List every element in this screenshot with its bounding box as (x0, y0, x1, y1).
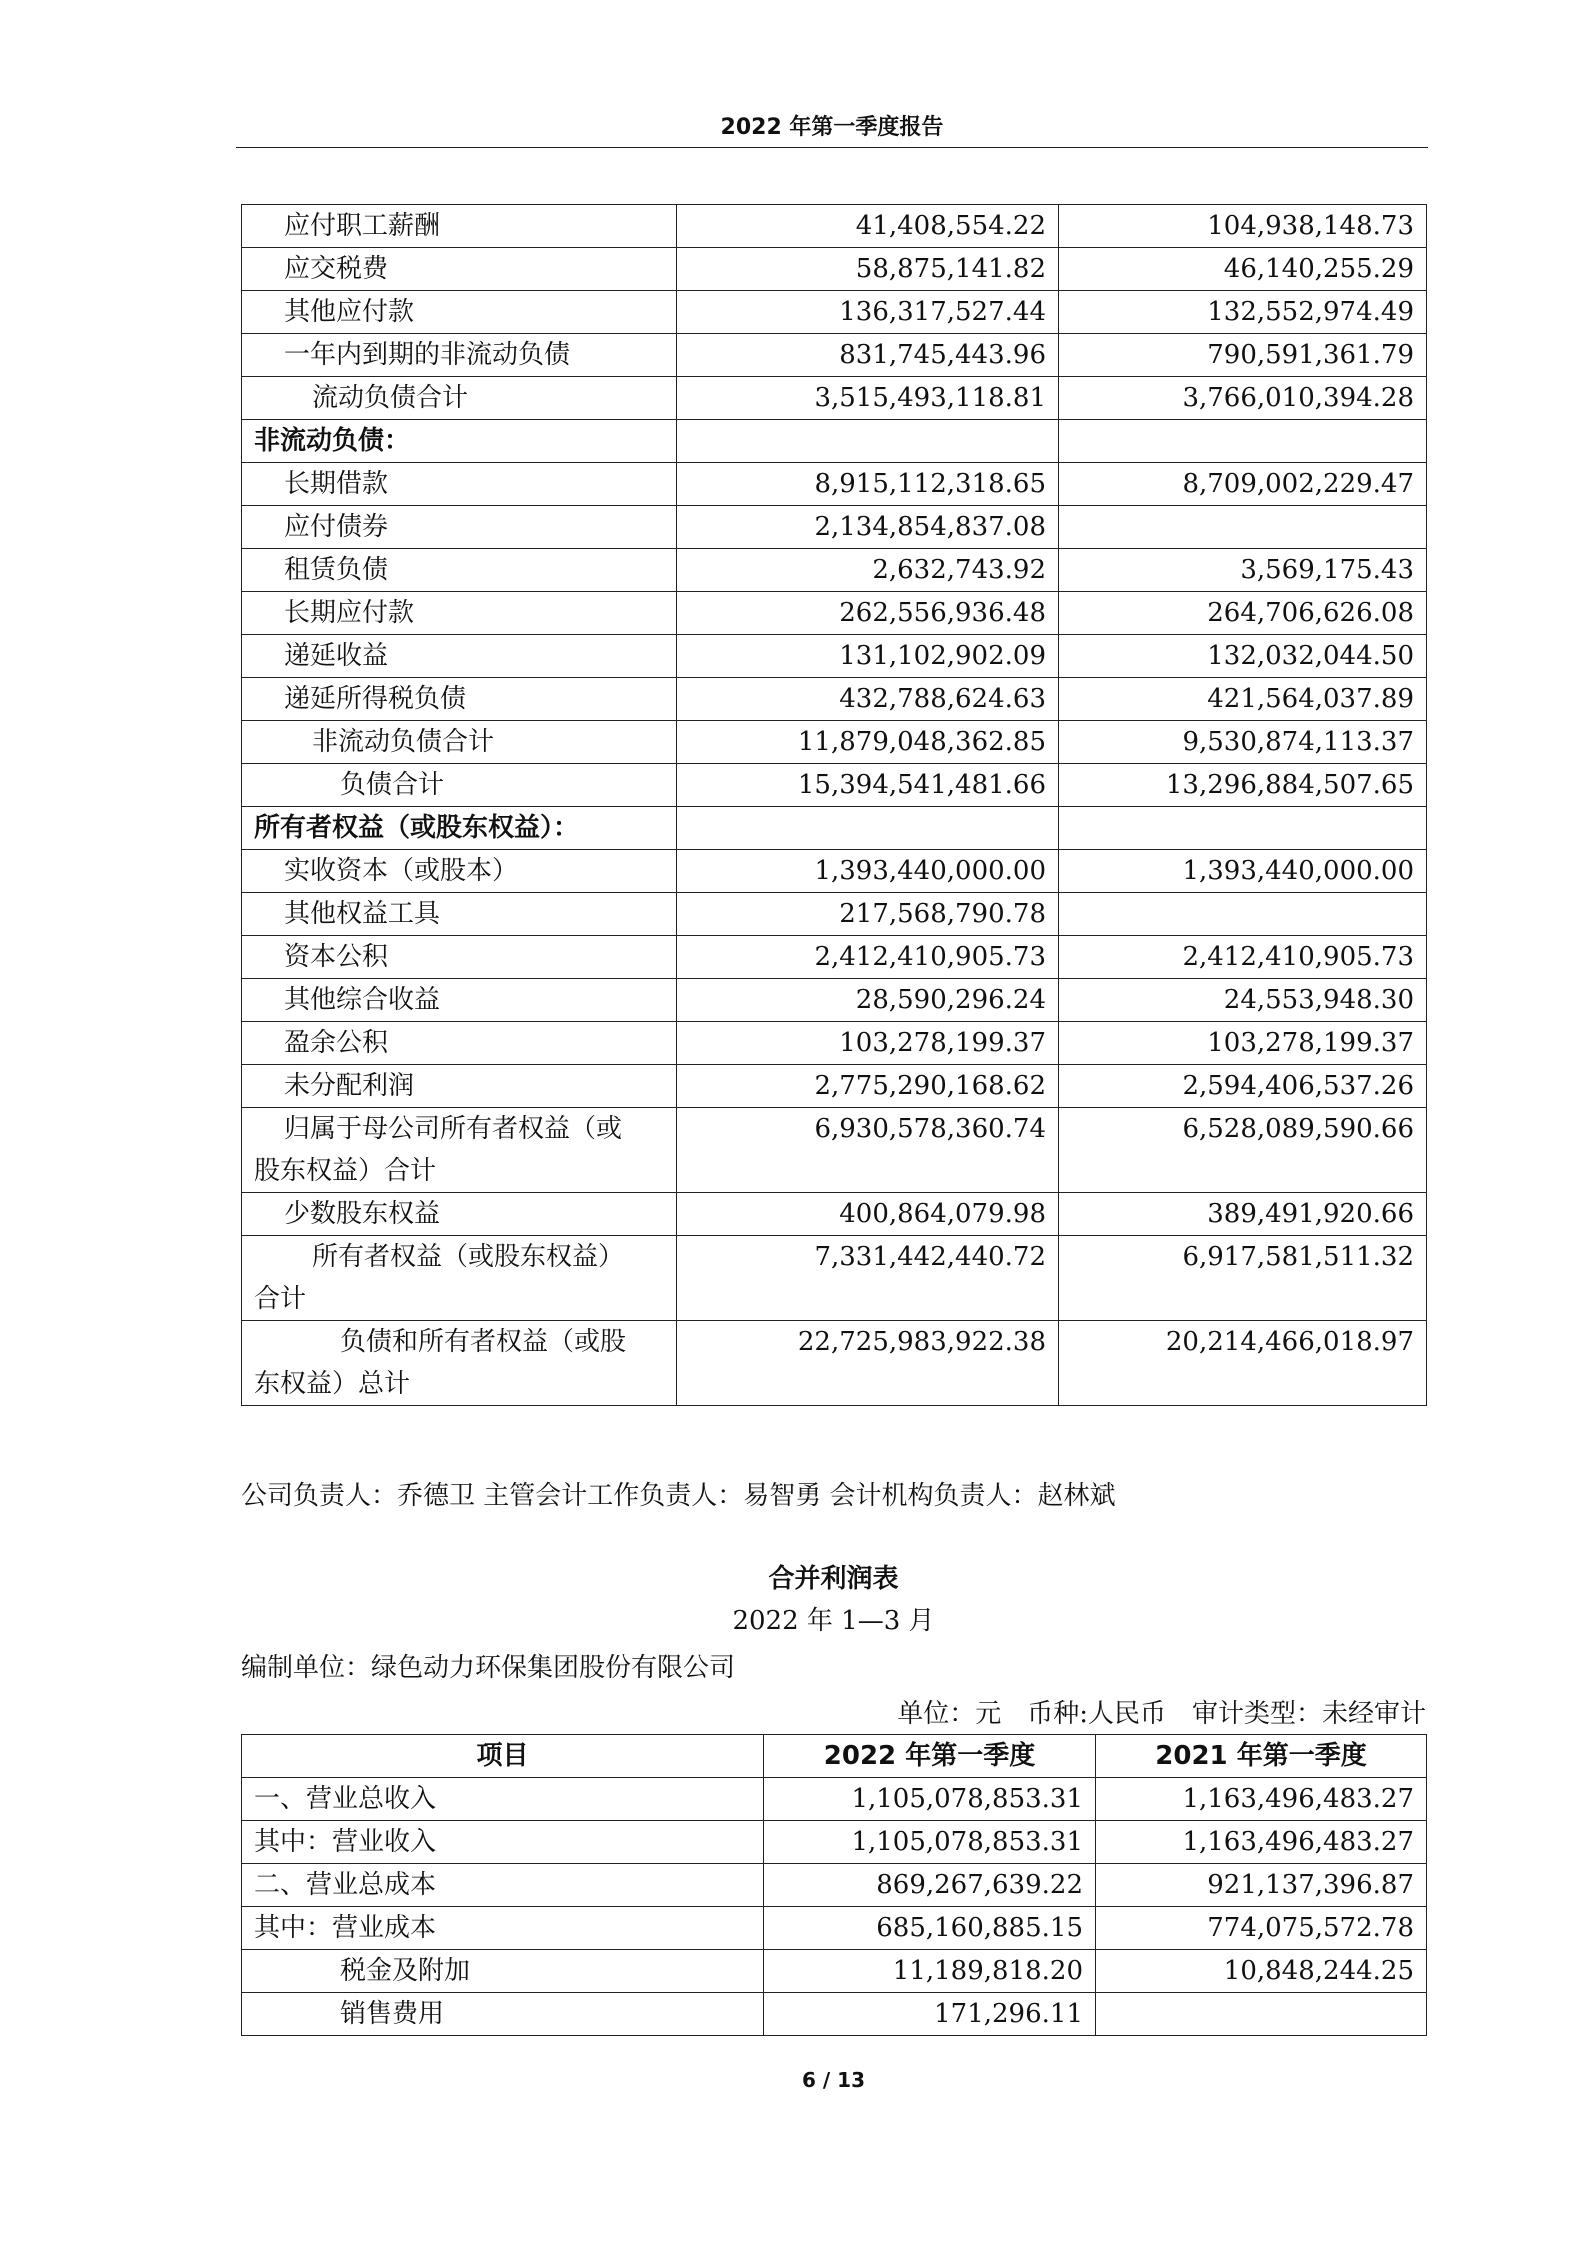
column-header-2022q1: 2022 年第一季度 (764, 1735, 1096, 1778)
current-value: 11,879,048,362.85 (677, 721, 1059, 764)
table-row (242, 1193, 1427, 1236)
row-label: 其他权益工具 (242, 893, 677, 936)
current-value: 6,930,578,360.74 (677, 1108, 1059, 1193)
prior-value: 9,530,874,113.37 (1059, 721, 1427, 764)
prior-value: 790,591,361.79 (1059, 334, 1427, 377)
current-value: 103,278,199.37 (677, 1022, 1059, 1065)
table-row (242, 850, 1427, 893)
prior-value: 2,594,406,537.26 (1059, 1065, 1427, 1108)
row-label-line1: 负债和所有者权益（或股 (340, 1327, 627, 1357)
current-value: 831,745,443.96 (677, 334, 1059, 377)
row-label: 一年内到期的非流动负债 (242, 334, 677, 377)
current-value: 400,864,079.98 (677, 1193, 1059, 1236)
table-row (242, 936, 1427, 979)
prior-value: 3,569,175.43 (1059, 549, 1427, 592)
table-row (242, 248, 1427, 291)
current-value: 3,515,493,118.81 (677, 377, 1059, 420)
table-row (242, 764, 1427, 807)
table-row (242, 291, 1427, 334)
table-row (242, 979, 1427, 1022)
table-row (242, 678, 1427, 721)
prior-value: 1,393,440,000.00 (1059, 850, 1427, 893)
current-value (677, 420, 1059, 463)
row-label: 流动负债合计 (242, 377, 677, 420)
table-row (242, 1950, 1427, 1993)
current-value: 41,408,554.22 (677, 205, 1059, 248)
table-row (242, 1022, 1427, 1065)
section-row (242, 420, 1427, 463)
value-2021q1: 1,163,496,483.27 (1096, 1821, 1427, 1864)
current-value: 136,317,527.44 (677, 291, 1059, 334)
table-row (242, 334, 1427, 377)
value-2021q1: 921,137,396.87 (1096, 1864, 1427, 1907)
row-label: 其他综合收益 (242, 979, 677, 1022)
income-statement-title: 合并利润表 (768, 1564, 899, 1594)
current-value: 8,915,112,318.65 (677, 463, 1059, 506)
prior-value: 8,709,002,229.47 (1059, 463, 1427, 506)
table-row (242, 1108, 1427, 1193)
income-statement-period: 2022 年 1—3 月 (732, 1606, 935, 1636)
row-label-line2: 东权益）总计 (254, 1369, 411, 1399)
row-label: 长期应付款 (242, 592, 677, 635)
table-row (242, 205, 1427, 248)
prior-value: 264,706,626.08 (1059, 592, 1427, 635)
prior-value: 24,553,948.30 (1059, 979, 1427, 1022)
table-header-row (242, 1735, 1427, 1778)
row-label: 应交税费 (242, 248, 677, 291)
prior-value: 6,528,089,590.66 (1059, 1108, 1427, 1193)
table-row (242, 1907, 1427, 1950)
prior-value: 421,564,037.89 (1059, 678, 1427, 721)
row-label: 应付债券 (242, 506, 677, 549)
row-label-line2: 股东权益）合计 (254, 1156, 437, 1186)
current-value: 217,568,790.78 (677, 893, 1059, 936)
page-number: 6 / 13 (802, 2068, 865, 2092)
row-label-line1: 所有者权益（或股东权益） (312, 1242, 625, 1272)
current-value: 262,556,936.48 (677, 592, 1059, 635)
row-label: 一、营业总收入 (242, 1778, 764, 1821)
current-value (677, 807, 1059, 850)
value-2022q1: 11,189,818.20 (764, 1950, 1096, 1993)
row-label: 负债合计 (242, 764, 677, 807)
current-value: 2,632,743.92 (677, 549, 1059, 592)
current-value: 2,775,290,168.62 (677, 1065, 1059, 1108)
table-row (242, 377, 1427, 420)
header-divider (236, 147, 1428, 148)
row-label: 其中：营业收入 (242, 1821, 764, 1864)
table-row (242, 635, 1427, 678)
column-header-item: 项目 (242, 1735, 764, 1778)
prior-value: 104,938,148.73 (1059, 205, 1427, 248)
prior-value: 389,491,920.66 (1059, 1193, 1427, 1236)
row-label (242, 1108, 677, 1193)
row-label-line1: 归属于母公司所有者权益（或 (284, 1114, 623, 1144)
current-value: 131,102,902.09 (677, 635, 1059, 678)
unit-currency-audit: 单位：元 币种:人民币 审计类型：未经审计 (897, 1699, 1426, 1729)
table-row (242, 1993, 1427, 2036)
row-label: 租赁负债 (242, 549, 677, 592)
prior-value: 13,296,884,507.65 (1059, 764, 1427, 807)
current-value: 15,394,541,481.66 (677, 764, 1059, 807)
table-row (242, 721, 1427, 764)
row-label (242, 1236, 677, 1321)
current-value: 28,590,296.24 (677, 979, 1059, 1022)
section-heading: 非流动负债： (242, 420, 677, 463)
prior-value (1059, 807, 1427, 850)
current-value: 7,331,442,440.72 (677, 1236, 1059, 1321)
prior-value: 2,412,410,905.73 (1059, 936, 1427, 979)
table-row (242, 1065, 1427, 1108)
value-2022q1: 869,267,639.22 (764, 1864, 1096, 1907)
value-2022q1: 685,160,885.15 (764, 1907, 1096, 1950)
prior-value: 132,032,044.50 (1059, 635, 1427, 678)
prior-value (1059, 893, 1427, 936)
row-label: 其他应付款 (242, 291, 677, 334)
row-label: 盈余公积 (242, 1022, 677, 1065)
row-label: 未分配利润 (242, 1065, 677, 1108)
compiling-unit: 编制单位：绿色动力环保集团股份有限公司 (241, 1653, 736, 1683)
table-row (242, 1864, 1427, 1907)
value-2022q1: 171,296.11 (764, 1993, 1096, 2036)
row-label: 递延收益 (242, 635, 677, 678)
table-row (242, 893, 1427, 936)
table-row (242, 592, 1427, 635)
row-label: 非流动负债合计 (242, 721, 677, 764)
table-row (242, 1321, 1427, 1406)
responsible-persons: 公司负责人：乔德卫 主管会计工作负责人：易智勇 会计机构负责人：赵林斌 (241, 1481, 1116, 1511)
current-value: 432,788,624.63 (677, 678, 1059, 721)
value-2022q1: 1,105,078,853.31 (764, 1821, 1096, 1864)
row-label-line2: 合计 (254, 1284, 307, 1314)
table-row (242, 1821, 1427, 1864)
row-label: 递延所得税负债 (242, 678, 677, 721)
value-2021q1: 1,163,496,483.27 (1096, 1778, 1427, 1821)
row-label: 少数股东权益 (242, 1193, 677, 1236)
row-label: 实收资本（或股本） (242, 850, 677, 893)
report-header: 2022 年第一季度报告 (720, 115, 944, 140)
value-2021q1: 10,848,244.25 (1096, 1950, 1427, 1993)
prior-value (1059, 506, 1427, 549)
current-value: 22,725,983,922.38 (677, 1321, 1059, 1406)
prior-value: 103,278,199.37 (1059, 1022, 1427, 1065)
current-value: 2,134,854,837.08 (677, 506, 1059, 549)
table-row (242, 506, 1427, 549)
column-header-2021q1: 2021 年第一季度 (1096, 1735, 1427, 1778)
row-label: 应付职工薪酬 (242, 205, 677, 248)
table-row (242, 549, 1427, 592)
value-2022q1: 1,105,078,853.31 (764, 1778, 1096, 1821)
prior-value: 6,917,581,511.32 (1059, 1236, 1427, 1321)
prior-value: 20,214,466,018.97 (1059, 1321, 1427, 1406)
row-label: 长期借款 (242, 463, 677, 506)
prior-value: 3,766,010,394.28 (1059, 377, 1427, 420)
row-label: 销售费用 (242, 1993, 764, 2036)
section-row (242, 807, 1427, 850)
income-statement-table (241, 1734, 1427, 2036)
prior-value (1059, 420, 1427, 463)
table-row (242, 463, 1427, 506)
current-value: 58,875,141.82 (677, 248, 1059, 291)
prior-value: 46,140,255.29 (1059, 248, 1427, 291)
row-label: 资本公积 (242, 936, 677, 979)
row-label (242, 1321, 677, 1406)
balance-sheet-table (241, 204, 1427, 1406)
table-row (242, 1236, 1427, 1321)
current-value: 1,393,440,000.00 (677, 850, 1059, 893)
section-heading: 所有者权益（或股东权益）： (242, 807, 677, 850)
value-2021q1: 774,075,572.78 (1096, 1907, 1427, 1950)
table-row (242, 1778, 1427, 1821)
value-2021q1 (1096, 1993, 1427, 2036)
row-label: 二、营业总成本 (242, 1864, 764, 1907)
current-value: 2,412,410,905.73 (677, 936, 1059, 979)
prior-value: 132,552,974.49 (1059, 291, 1427, 334)
row-label: 其中：营业成本 (242, 1907, 764, 1950)
row-label: 税金及附加 (242, 1950, 764, 1993)
